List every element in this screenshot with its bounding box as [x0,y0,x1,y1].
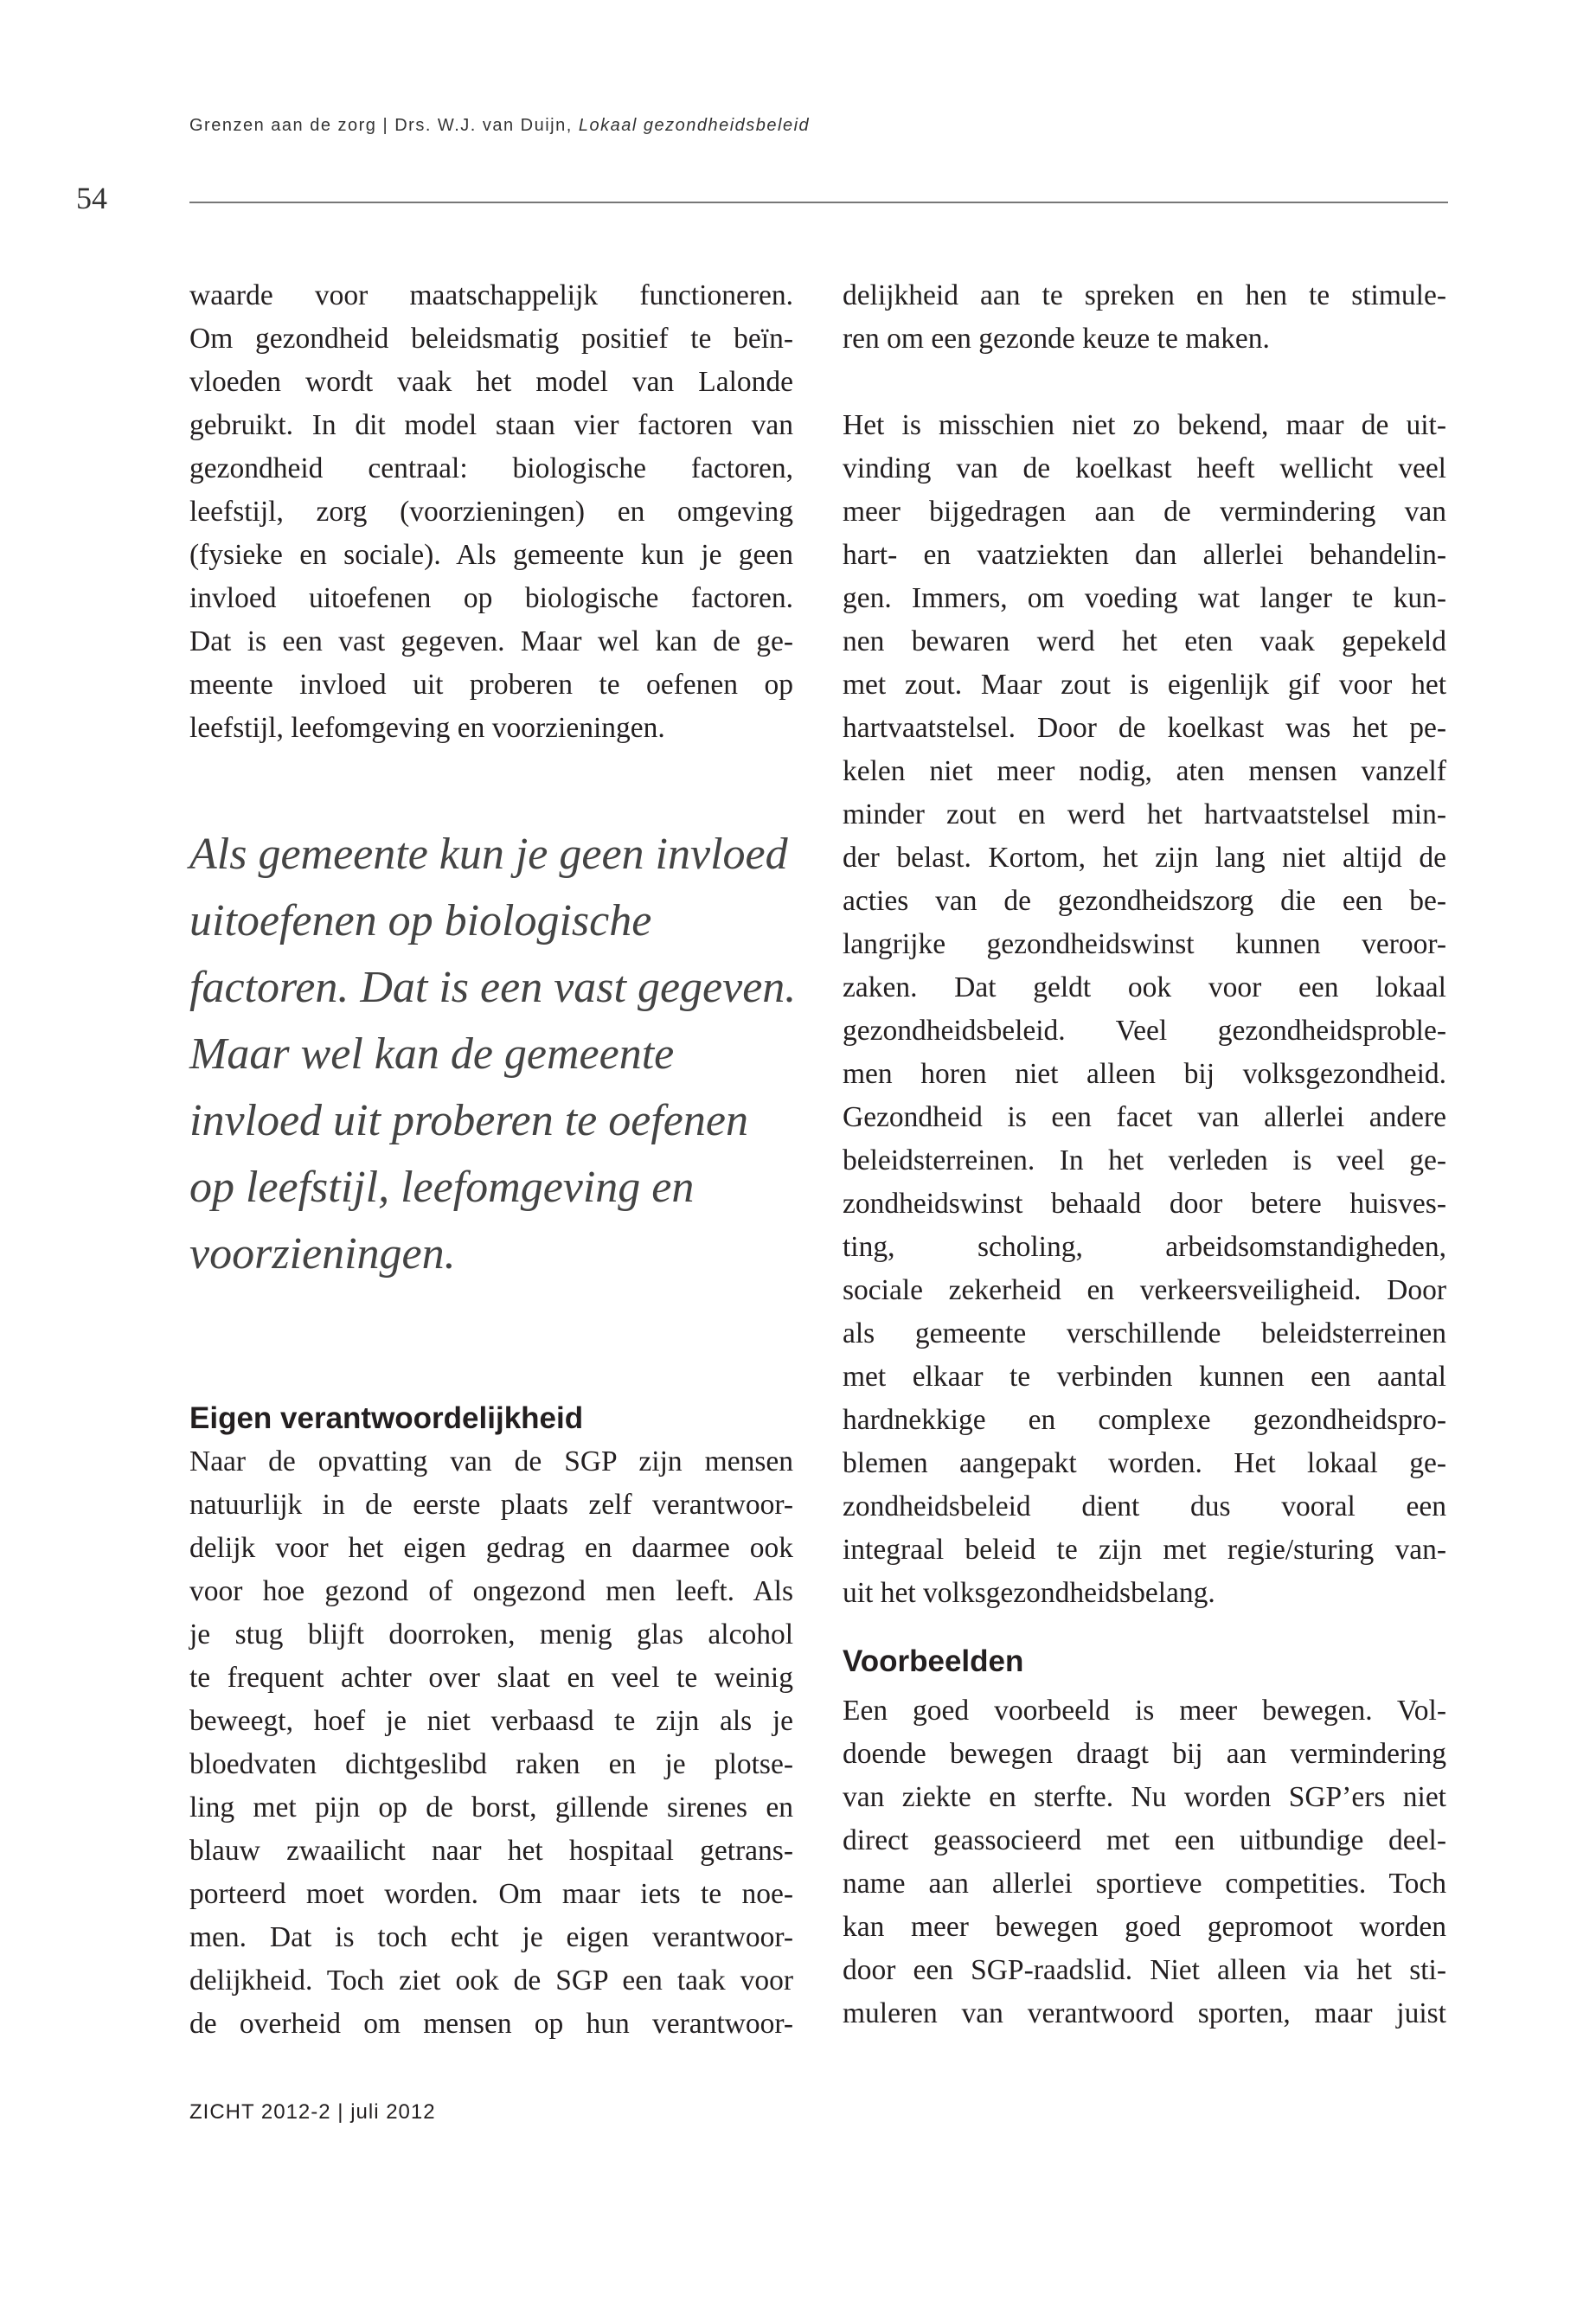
section-heading: Voorbeelden [843,1644,1024,1678]
text-line: invloed uitoefenen op biologische factoren. [189,582,793,614]
header-rule [189,202,1448,203]
text-line: blauw zwaailicht naar het hospitaal getrans- [189,1835,793,1867]
quote-line: factoren. Dat is een vast gegeven. [189,963,797,1012]
text-line: Een goed voorbeeld is meer bewegen. Vol- [843,1695,1446,1727]
text-line: kelen niet meer nodig, aten mensen vanzelf [843,755,1446,787]
text-line: beweegt, hoef je niet verbaasd te zijn als je [189,1705,793,1737]
text-line: natuurlijk in de eerste plaats zelf verantwoor- [189,1489,793,1521]
text-line: vloeden wordt vaak het model van Lalonde [189,366,793,398]
page-number: 54 [76,181,107,215]
text-line: door een SGP-raadslid. Niet alleen via het sti- [843,1954,1446,1986]
text-line: je stug blijft doorroken, menig glas alcohol [189,1618,793,1650]
footer: ZICHT 2012-2 | juli 2012 [189,2100,436,2124]
text-line: der belast. Kortom, het zijn lang niet altijd de [843,842,1446,874]
paragraph [843,404,1446,1615]
paragraph [843,274,1446,361]
text-line: name aan allerlei sportieve competities. Toch [843,1868,1446,1900]
quote-line: Als gemeente kun je geen invloed [189,830,788,879]
text-line: als gemeente verschillende beleidsterreinen [843,1317,1446,1349]
quote-line: invloed uit proberen te oefenen [189,1096,748,1145]
pull-quote [189,821,812,1287]
text-line: gezondheidsbeleid. Veel gezondheidsproble- [843,1015,1446,1047]
text-line: Gezondheid is een facet van allerlei andere [843,1101,1446,1133]
text-line: minder zout en werd het hartvaatstelsel min- [843,798,1446,830]
text-line: Om gezondheid beleidsmatig positief te beïn- [189,323,793,355]
text-line: te frequent achter over slaat en veel te weinig [189,1662,793,1694]
text-line: waarde voor maatschappelijk functioneren. [189,279,793,311]
quote-line: voorzieningen. [189,1229,456,1279]
text-line: kan meer bewegen goed gepromoot worden [843,1911,1446,1943]
paragraph-gap [843,361,1446,404]
left-column-intro [189,274,793,750]
text-line: gezondheid centraal: biologische factoren, [189,452,793,484]
text-line: ting, scholing, arbeidsomstandigheden, [843,1231,1446,1263]
text-line: delijk voor het eigen gedrag en daarmee ook [189,1532,793,1564]
text-line: ling met pijn op de borst, gillende sirenes en [189,1791,793,1823]
paragraph [843,1689,1446,2035]
text-line: porteerd moet worden. Om maar iets te noe- [189,1878,793,1910]
text-line: muleren van verantwoord sporten, maar juist [843,1997,1446,2029]
text-line: met zout. Maar zout is eigenlijk gif voor het [843,669,1446,701]
text-line: direct geassocieerd met een uitbundige deel- [843,1824,1446,1856]
quote-line: Maar wel kan de gemeente [189,1029,675,1079]
text-line: blemen aangepakt worden. Het lokaal ge- [843,1447,1446,1479]
text-line: zondheidswinst behaald door betere huisves- [843,1188,1446,1220]
text-line: met elkaar te verbinden kunnen een aantal [843,1361,1446,1393]
running-head-title: Lokaal gezondheidsbeleid [578,116,811,135]
text-line: leefstijl, zorg (voorzieningen) en omgeving [189,496,793,528]
text-line: delijkheid aan te spreken en hen te stimule- [843,279,1446,311]
text-line: nen bewaren werd het eten vaak gepekeld [843,625,1446,657]
text-line: Dat is een vast gegeven. Maar wel kan de ge- [189,625,793,657]
text-line: hartvaatstelsel. Door de koelkast was het pe- [843,712,1446,744]
text-line: leefstijl, leefomgeving en voorzieningen. [189,712,665,744]
text-line: de overheid om mensen op hun verantwoor- [189,2008,793,2040]
text-line: acties van de gezondheidszorg die een be- [843,885,1446,917]
text-line: sociale zekerheid en verkeersveiligheid. Door [843,1274,1446,1306]
text-line: meer bijgedragen aan de vermindering van [843,496,1446,528]
text-line: Het is misschien niet zo bekend, maar de uit- [843,409,1446,441]
text-line: hardnekkige en complexe gezondheidspro- [843,1404,1446,1436]
paragraph [189,274,793,750]
text-line: ren om een gezonde keuze te maken. [843,323,1270,355]
running-head-text: Grenzen aan de zorg | Drs. W.J. van Duijn, [189,116,573,135]
text-line: meente invloed uit proberen te oefenen op [189,669,793,701]
paragraph [189,1440,793,2046]
text-line: zaken. Dat geldt ook voor een lokaal [843,971,1446,1003]
paragraph-gap [843,1615,1446,1633]
section-heading: Eigen verantwoordelijkheid [189,1401,584,1435]
text-line: gen. Immers, om voeding wat langer te kun- [843,582,1446,614]
quote-line: uitoefenen op biologische [189,896,652,945]
text-line: beleidsterreinen. In het verleden is veel ge- [843,1144,1446,1176]
text-line: men. Dat is toch echt je eigen verantwoor- [189,1921,793,1953]
quote-line: op leefstijl, leefomgeving en [189,1163,695,1212]
text-line: van ziekte en sterfte. Nu worden SGP’ers niet [843,1781,1446,1813]
text-line: voor hoe gezond of ongezond men leeft. Als [189,1575,793,1607]
text-line: hart- en vaatziekten dan allerlei behandelin- [843,539,1446,571]
running-head [189,116,810,136]
text-line: delijkheid. Toch ziet ook de SGP een taak voor [189,1965,793,1997]
right-column [843,274,1446,2035]
text-line: gebruikt. In dit model staan vier factoren van [189,409,793,441]
text-line: bloedvaten dichtgeslibd raken en je plotse- [189,1748,793,1780]
text-line: vinding van de koelkast heeft wellicht veel [843,452,1446,484]
text-line: Naar de opvatting van de SGP zijn mensen [189,1445,793,1477]
text-line: doende bewegen draagt bij aan vermindering [843,1738,1446,1770]
text-line: integraal beleid te zijn met regie/sturing van- [843,1534,1446,1566]
text-line: men horen niet alleen bij volksgezondheid. [843,1058,1446,1090]
text-line: zondheidsbeleid dient dus vooral een [843,1490,1446,1522]
left-column-section [189,1397,793,2046]
text-line: langrijke gezondheidswinst kunnen veroor- [843,928,1446,960]
text-line: (fysieke en sociale). Als gemeente kun je geen [189,539,793,571]
text-line: uit het volksgezondheidsbelang. [843,1577,1215,1609]
